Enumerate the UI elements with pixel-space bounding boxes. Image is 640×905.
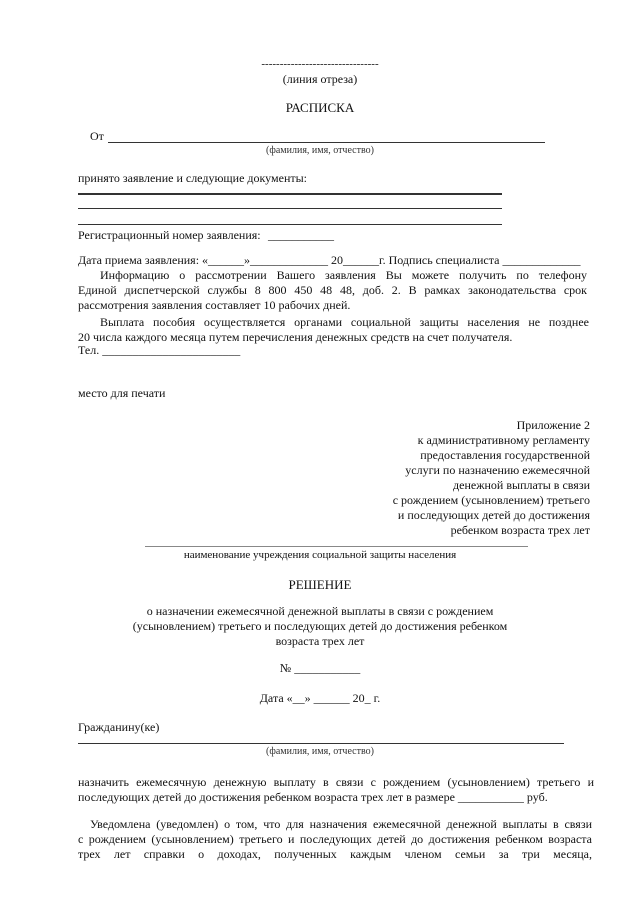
documents-line-1 xyxy=(78,193,502,195)
institution-line xyxy=(145,546,528,547)
appendix-line-6: с рождением (усыновлением) третьего xyxy=(392,493,590,507)
receipt-title: РАСПИСКА xyxy=(285,100,355,115)
from-label: От xyxy=(90,129,104,143)
notice-line-3: трех лет справки о доходах, полученных каждым членом семьи за три месяца, xyxy=(78,847,592,861)
decision-fio-caption: (фамилия, имя, отчество) xyxy=(266,746,374,757)
payment-line-1: Выплата пособия осуществляется органами социальной защиты населения не позднее xyxy=(100,315,589,329)
accepted-documents-line: принято заявление и следующие документы: xyxy=(78,171,308,185)
appendix-line-3: предоставления государственной xyxy=(420,448,590,462)
decision-subject-line-3: возраста трех лет xyxy=(275,634,365,648)
appendix-line-4: услуги по назначению ежемесячной xyxy=(405,463,590,477)
tel-line: Тел. _______________________ xyxy=(78,343,241,357)
appendix-line-8: ребенком возраста трех лет xyxy=(450,523,590,537)
seal-place: место для печати xyxy=(78,386,166,400)
appendix-line-1: Приложение 2 xyxy=(516,418,590,432)
info-line-3: рассмотрения заявления составляет 10 рабочих дней. xyxy=(78,298,351,312)
reg-number-blank: ___________ xyxy=(268,228,334,242)
documents-line-3 xyxy=(78,224,502,225)
decision-title: РЕШЕНИЕ xyxy=(288,577,352,592)
decision-subject-line-1: о назначении ежемесячной денежной выплаты в связи с рождением xyxy=(146,604,494,618)
citizen-name-line xyxy=(78,743,564,744)
assign-line-2: последующих детей до достижения ребенком возраста трех лет в размере ___________ руб. xyxy=(78,790,548,804)
reg-number-label: Регистрационный номер заявления: xyxy=(78,228,261,242)
institution-caption: наименование учреждения социальной защиты населения xyxy=(183,549,457,561)
cut-line-dashes: -------------------------------- xyxy=(261,58,379,70)
cut-line-label: (линия отреза) xyxy=(282,72,358,86)
citizen-label: Гражданину(ке) xyxy=(78,720,160,734)
payment-line-2: 20 числа каждого месяца путем перечисления денежных средств на счет получателя. xyxy=(78,330,513,344)
appendix-line-2: к административному регламенту xyxy=(417,433,590,447)
info-line-1: Информацию о рассмотрении Вашего заявления Вы можете получить по телефону xyxy=(100,268,587,282)
info-line-2: Единой диспетчерской службы 8 800 450 48 48, доб. 2. В рамках законодательства срок xyxy=(78,283,587,297)
notice-line-1: Уведомлена (уведомлен) о том, что для назначения ежемесячной денежной выплаты в связи xyxy=(90,817,592,831)
decision-date: Дата «__» ______ 20_ г. xyxy=(259,691,381,705)
from-name-line xyxy=(108,142,545,143)
receipt-fio-caption: (фамилия, имя, отчество) xyxy=(266,145,374,156)
appendix-line-5: денежной выплаты в связи xyxy=(453,478,590,492)
decision-number: № ___________ xyxy=(279,661,361,675)
assign-line-1: назначить ежемесячную денежную выплату в связи с рождением (усыновлением) третьего и xyxy=(78,775,594,789)
decision-subject-line-2: (усыновлением) третьего и последующих детей до достижения ребенком xyxy=(132,619,508,633)
receipt-date-line: Дата приема заявления: «______»_____________ 20______г. Подпись специалиста _____________ xyxy=(78,253,581,267)
appendix-line-7: и последующих детей до достижения xyxy=(397,508,590,522)
documents-line-2 xyxy=(78,208,502,209)
notice-line-2: с рождением (усыновлением) третьего и последующих детей до достижения ребенком возраста xyxy=(78,832,592,846)
